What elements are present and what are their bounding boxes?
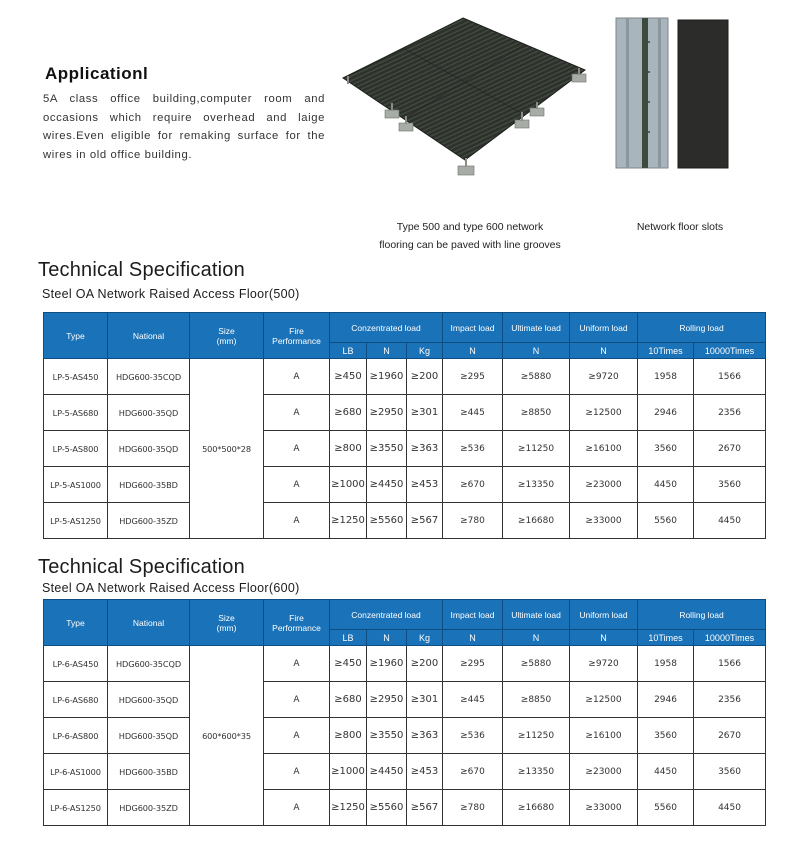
cell-fire: A (264, 682, 330, 718)
cell-uniform: ≥12500 (570, 682, 638, 718)
cell-fire: A (264, 395, 330, 431)
subheader-n: N (443, 630, 503, 646)
table-row (44, 359, 766, 395)
subheader-lb: LB (330, 630, 367, 646)
header-rolling: Rolling load (638, 600, 766, 630)
subheader-lb: LB (330, 343, 367, 359)
cell-rolling-10: 2946 (638, 395, 694, 431)
subheader-n: N (503, 630, 570, 646)
cell-uniform: ≥9720 (570, 359, 638, 395)
header-type: Type (44, 600, 108, 646)
cell-type: LP-6-AS450 (44, 646, 108, 682)
cell-national: HDG600-35QD (108, 718, 190, 754)
cell-rolling-10000: 2670 (694, 431, 766, 467)
subheader-10000times: 10000Times (694, 630, 766, 646)
cell-size: 500*500*28 (190, 359, 264, 539)
cell-lb: ≥800 (330, 431, 367, 467)
cell-rolling-10: 3560 (638, 718, 694, 754)
cell-uniform: ≥33000 (570, 790, 638, 826)
cell-ultimate: ≥8850 (503, 395, 570, 431)
cell-national: HDG600-35CQD (108, 359, 190, 395)
cell-ultimate: ≥5880 (503, 646, 570, 682)
cell-ultimate: ≥13350 (503, 467, 570, 503)
table-row (44, 503, 766, 539)
cell-impact: ≥780 (443, 503, 503, 539)
header-concentrated: Conzentrated load (330, 313, 443, 343)
cell-national: HDG600-35QD (108, 431, 190, 467)
cell-ultimate: ≥16680 (503, 503, 570, 539)
cell-lb: ≥1250 (330, 790, 367, 826)
cell-impact: ≥536 (443, 431, 503, 467)
cell-kg: ≥453 (407, 467, 443, 503)
cell-n: ≥5560 (367, 790, 407, 826)
cell-impact: ≥445 (443, 395, 503, 431)
table-row (44, 395, 766, 431)
cell-fire: A (264, 359, 330, 395)
header-uniform: Uniform load (570, 600, 638, 630)
table-row (44, 431, 766, 467)
floor-caption-line: Type 500 and type 600 network (396, 221, 544, 233)
cell-rolling-10000: 4450 (694, 503, 766, 539)
cell-uniform: ≥12500 (570, 395, 638, 431)
cell-fire: A (264, 646, 330, 682)
subheader-n: N (367, 630, 407, 646)
header-size-unit: (mm) (216, 622, 237, 633)
cell-type: LP-5-AS1000 (44, 467, 108, 503)
cell-impact: ≥295 (443, 359, 503, 395)
table-row (44, 718, 766, 754)
subheader-n: N (503, 343, 570, 359)
table-row (44, 754, 766, 790)
cell-lb: ≥800 (330, 718, 367, 754)
spec-subtitle-500: Steel OA Network Raised Access Floor(500) (42, 287, 300, 301)
cell-n: ≥2950 (367, 682, 407, 718)
header-fire (264, 313, 330, 359)
cell-n: ≥4450 (367, 467, 407, 503)
description-line: wires.Even eligible for remaking surface for the (43, 130, 325, 142)
cell-uniform: ≥23000 (570, 467, 638, 503)
subheader-10times: 10Times (638, 630, 694, 646)
table-row (44, 646, 766, 682)
cell-kg: ≥200 (407, 646, 443, 682)
cell-lb: ≥450 (330, 359, 367, 395)
header-impact: Impact load (443, 600, 503, 630)
header-size-label: Size (218, 325, 235, 336)
cell-fire: A (264, 503, 330, 539)
spec-table-500 (43, 312, 766, 539)
cell-fire: A (264, 790, 330, 826)
cell-impact: ≥445 (443, 682, 503, 718)
cell-rolling-10: 4450 (638, 467, 694, 503)
cell-type: LP-6-AS1000 (44, 754, 108, 790)
floor-caption-line: flooring can be paved with line grooves (379, 239, 561, 251)
cell-impact: ≥670 (443, 467, 503, 503)
cell-uniform: ≥16100 (570, 718, 638, 754)
application-heading: Applicationl (45, 64, 149, 83)
header-size (190, 313, 264, 359)
cell-rolling-10: 5560 (638, 790, 694, 826)
cell-impact: ≥536 (443, 718, 503, 754)
header-rolling: Rolling load (638, 313, 766, 343)
cell-lb: ≥450 (330, 646, 367, 682)
cell-rolling-10000: 3560 (694, 754, 766, 790)
cell-type: LP-5-AS1250 (44, 503, 108, 539)
cell-fire: A (264, 754, 330, 790)
cell-type: LP-6-AS680 (44, 682, 108, 718)
header-ultimate: Ultimate load (503, 313, 570, 343)
cell-kg: ≥363 (407, 718, 443, 754)
cell-rolling-10000: 1566 (694, 359, 766, 395)
header-size-label: Size (218, 612, 235, 623)
header-fire-label: Fire (289, 612, 304, 623)
floor-image-caption (360, 218, 580, 254)
cell-lb: ≥1000 (330, 467, 367, 503)
subheader-n: N (367, 343, 407, 359)
cell-rolling-10: 2946 (638, 682, 694, 718)
cell-national: HDG600-35QD (108, 395, 190, 431)
cell-impact: ≥780 (443, 790, 503, 826)
cell-rolling-10000: 4450 (694, 790, 766, 826)
cell-rolling-10: 5560 (638, 503, 694, 539)
cell-n: ≥4450 (367, 754, 407, 790)
header-ultimate: Ultimate load (503, 600, 570, 630)
cell-fire: A (264, 431, 330, 467)
cell-kg: ≥301 (407, 682, 443, 718)
cell-rolling-10000: 2356 (694, 395, 766, 431)
subheader-kg: Kg (407, 343, 443, 359)
header-type: Type (44, 313, 108, 359)
spec-title-600: Technical Specification (38, 556, 245, 578)
subheader-n: N (570, 630, 638, 646)
table-row (44, 467, 766, 503)
cell-kg: ≥200 (407, 359, 443, 395)
header-uniform: Uniform load (570, 313, 638, 343)
cell-rolling-10000: 2356 (694, 682, 766, 718)
cell-national: HDG600-35BD (108, 467, 190, 503)
cell-national: HDG600-35ZD (108, 790, 190, 826)
application-description (43, 90, 325, 164)
cell-impact: ≥670 (443, 754, 503, 790)
subheader-n: N (443, 343, 503, 359)
header-fire-label: Fire (289, 325, 304, 336)
spec-table-600 (43, 599, 766, 826)
cell-kg: ≥567 (407, 503, 443, 539)
cell-rolling-10: 1958 (638, 646, 694, 682)
header-size-unit: (mm) (216, 335, 237, 346)
cell-type: LP-6-AS1250 (44, 790, 108, 826)
cell-national: HDG600-35QD (108, 682, 190, 718)
cell-type: LP-5-AS450 (44, 359, 108, 395)
cell-ultimate: ≥13350 (503, 754, 570, 790)
table-row (44, 790, 766, 826)
cell-kg: ≥363 (407, 431, 443, 467)
header-size (190, 600, 264, 646)
cell-ultimate: ≥11250 (503, 718, 570, 754)
raised-floor-image (335, 8, 590, 178)
spec-title-500: Technical Specification (38, 259, 245, 281)
cell-rolling-10000: 3560 (694, 467, 766, 503)
cell-lb: ≥680 (330, 395, 367, 431)
cell-ultimate: ≥5880 (503, 359, 570, 395)
cell-national: HDG600-35CQD (108, 646, 190, 682)
cell-uniform: ≥33000 (570, 503, 638, 539)
cell-rolling-10000: 2670 (694, 718, 766, 754)
cell-kg: ≥567 (407, 790, 443, 826)
cell-type: LP-5-AS800 (44, 431, 108, 467)
cell-n: ≥3550 (367, 431, 407, 467)
cell-ultimate: ≥16680 (503, 790, 570, 826)
cell-type: LP-5-AS680 (44, 395, 108, 431)
cell-rolling-10000: 1566 (694, 646, 766, 682)
cell-national: HDG600-35BD (108, 754, 190, 790)
cell-fire: A (264, 718, 330, 754)
cell-n: ≥5560 (367, 503, 407, 539)
cell-rolling-10: 4450 (638, 754, 694, 790)
cell-type: LP-6-AS800 (44, 718, 108, 754)
header-national: National (108, 313, 190, 359)
cell-n: ≥1960 (367, 359, 407, 395)
header-fire-label: Performance (272, 335, 321, 346)
cell-rolling-10: 1958 (638, 359, 694, 395)
slots-image-caption: Network floor slots (636, 221, 724, 233)
header-concentrated: Conzentrated load (330, 600, 443, 630)
cell-ultimate: ≥8850 (503, 682, 570, 718)
cell-impact: ≥295 (443, 646, 503, 682)
spec-subtitle-600: Steel OA Network Raised Access Floor(600) (42, 581, 300, 595)
cell-uniform: ≥23000 (570, 754, 638, 790)
floor-slots-image (612, 12, 732, 172)
cell-lb: ≥680 (330, 682, 367, 718)
cell-kg: ≥453 (407, 754, 443, 790)
cell-uniform: ≥16100 (570, 431, 638, 467)
cell-n: ≥2950 (367, 395, 407, 431)
cell-n: ≥1960 (367, 646, 407, 682)
table-row (44, 682, 766, 718)
cell-national: HDG600-35ZD (108, 503, 190, 539)
cell-rolling-10: 3560 (638, 431, 694, 467)
description-line: 5A class office building,computer room and (43, 93, 325, 105)
subheader-10000times: 10000Times (694, 343, 766, 359)
cell-size: 600*600*35 (190, 646, 264, 826)
cell-kg: ≥301 (407, 395, 443, 431)
header-national: National (108, 600, 190, 646)
subheader-kg: Kg (407, 630, 443, 646)
header-fire (264, 600, 330, 646)
cell-lb: ≥1250 (330, 503, 367, 539)
cell-n: ≥3550 (367, 718, 407, 754)
header-fire-label: Performance (272, 622, 321, 633)
cell-lb: ≥1000 (330, 754, 367, 790)
subheader-10times: 10Times (638, 343, 694, 359)
description-line: occasions which require overhead and laige (43, 111, 325, 124)
cell-ultimate: ≥11250 (503, 431, 570, 467)
cell-uniform: ≥9720 (570, 646, 638, 682)
cell-fire: A (264, 467, 330, 503)
description-line: wires in old office building. (43, 148, 193, 161)
header-impact: Impact load (443, 313, 503, 343)
subheader-n: N (570, 343, 638, 359)
